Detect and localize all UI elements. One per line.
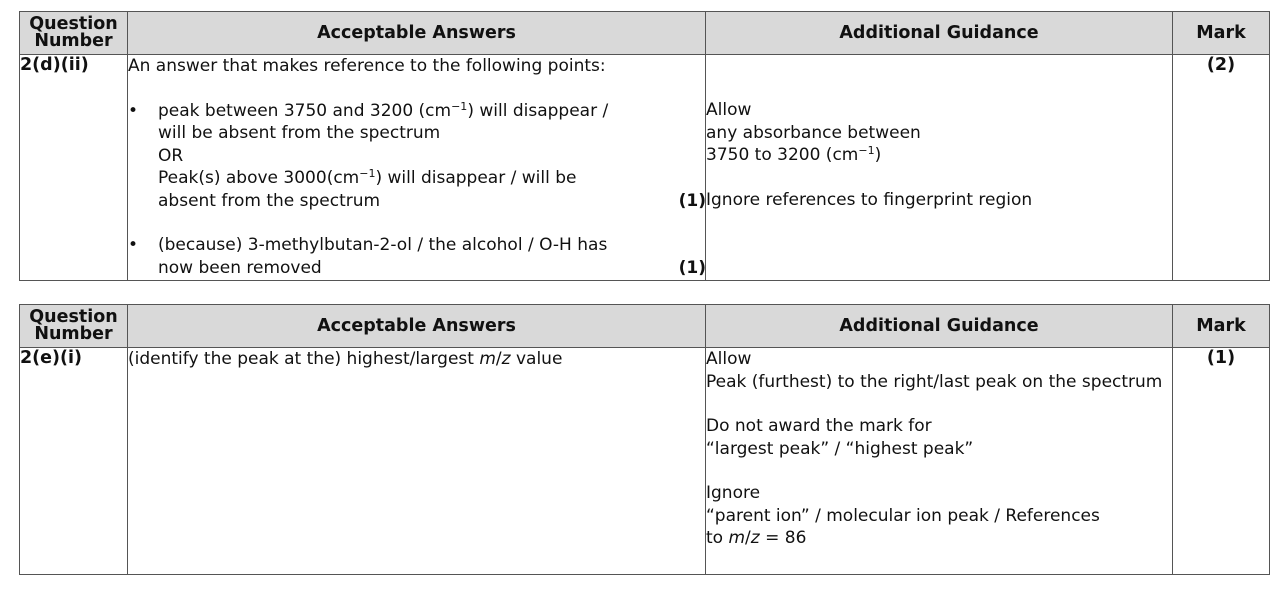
header-row xyxy=(20,305,1270,348)
guidance-allow-text: Peak (furthest) to the right/last peak on the spectrum xyxy=(706,371,1163,392)
answer-text: (identify the peak at the) highest/largest m/z value xyxy=(128,349,563,369)
answer-bullet-2 xyxy=(128,234,705,279)
question-number: 2(d)(ii) xyxy=(20,55,128,281)
guidance-do-not: Do not award the mark for xyxy=(706,416,932,436)
guidance-ignore-mz: to m/z = 86 xyxy=(706,528,807,548)
guidance-ignore: Ignore references to fingerprint region xyxy=(706,189,1033,210)
acceptable-answers-header: Acceptable Answers xyxy=(128,305,706,348)
acceptable-answers-header: Acceptable Answers xyxy=(128,12,706,55)
mark-scheme-table-2d-ii xyxy=(19,11,1270,281)
acceptable-answers-cell xyxy=(128,348,706,575)
question-number-header: Question Number xyxy=(20,12,128,55)
mark-value: (1) xyxy=(1173,348,1270,575)
guidance-do-not-text: “largest peak” / “highest peak” xyxy=(706,438,974,459)
mark-header: Mark xyxy=(1173,305,1270,348)
bullet-1-line-2: will be absent from the spectrum xyxy=(158,123,441,143)
guidance-ignore-text: “parent ion” / molecular ion peak / References xyxy=(706,505,1100,526)
guidance-allow: Allow xyxy=(706,349,752,369)
additional-guidance-header: Additional Guidance xyxy=(706,12,1173,55)
answer-row xyxy=(20,348,1270,575)
bullet-2-mark: (1) xyxy=(678,257,706,278)
bullet-icon: • xyxy=(128,235,139,255)
acceptable-answers-cell xyxy=(128,55,706,281)
bullet-2-line-2: now been removed xyxy=(158,257,322,278)
bullet-1-or: OR xyxy=(158,145,184,166)
additional-guidance-header: Additional Guidance xyxy=(706,305,1173,348)
answer-bullet-1 xyxy=(128,100,705,213)
bullet-1-line-3: Peak(s) above $3000(cm^{-1})$ will disappear / will be xyxy=(158,167,577,188)
question-number-header: Question Number xyxy=(20,305,128,348)
bullet-icon: • xyxy=(128,100,139,121)
answer-row xyxy=(20,55,1270,281)
question-number: 2(e)(i) xyxy=(20,348,128,575)
mark-value: (2) xyxy=(1173,55,1270,281)
additional-guidance-cell xyxy=(706,55,1173,281)
bullet-1-line-1: peak between 3750 and 3200 $(cm^{-1})$ will disappear / xyxy=(158,99,609,121)
guidance-ignore: Ignore xyxy=(706,483,761,503)
header-row xyxy=(20,12,1270,55)
answer-intro: An answer that makes reference to the following points: xyxy=(128,56,606,76)
bullet-1-line-4: absent from the spectrum xyxy=(158,190,381,211)
additional-guidance-cell xyxy=(706,348,1173,575)
guidance-allow: Allow xyxy=(706,100,752,120)
guidance-line-1: any absorbance between xyxy=(706,122,921,143)
mark-scheme-table-2e-i xyxy=(19,304,1270,575)
guidance-line-2: 3750 to 3200 $(cm^{-1})$ xyxy=(706,144,882,165)
bullet-1-mark: (1) xyxy=(678,190,706,211)
bullet-2-line-1: (because) 3-methylbutan-2-ol / the alcohol / O-H has xyxy=(158,235,608,255)
mark-header: Mark xyxy=(1173,12,1270,55)
